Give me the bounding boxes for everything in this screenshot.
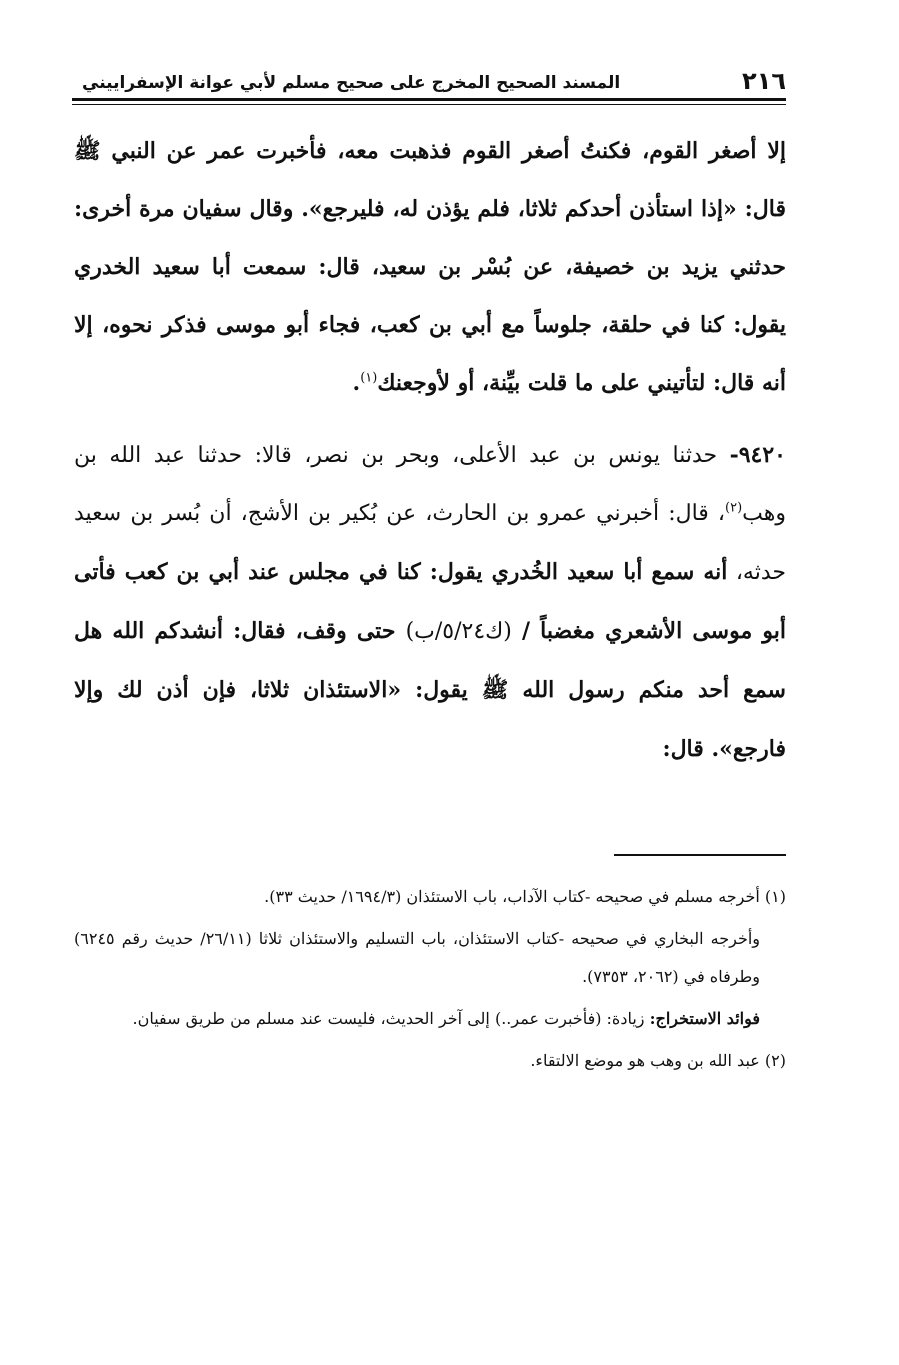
footnote-ref-2: (٢) xyxy=(725,500,743,516)
isnad-text-a: حدثنا يونس بن عبد الأعلى، وبحر بن نصر، قالا: حدثنا عبد الله بن وهب xyxy=(74,443,786,526)
footnote-1: (١) أخرجه مسلم في صحيحه -كتاب الآداب، باب الاستئذان (١٦٩٤/٣/ حديث ٣٣). xyxy=(264,887,786,906)
hadith-number: ٩٤٢٠- xyxy=(729,442,786,468)
matn-text-a: أنه سمع أبا سعيد الخُدري يقول: كنا في مجلس عند أبي بن كعب فأتى أبو موسى الأشعري مغضباً / xyxy=(74,559,787,644)
header-rule-thin xyxy=(72,104,786,105)
footnote-1-bukhari: وأخرجه البخاري في صحيحه -كتاب الاستئذان، باب التسليم والاستئذان ثلاثا (٢٦/١١/ حديث رقم ٦٢٤٥) وطرفاه في (٢٠٦٢، ٧٣٥٣). xyxy=(74,929,761,986)
paragraph-1-text: إلا أصغر القوم، فكنتُ أصغر القوم فذهبت معه، فأخبرت عمر عن النبي ﷺ قال: «إذا استأذن أحدكم ثلاثا، فلم يؤذن له، فليرجع». وقال سفيان مرة أخرى: حدثني يزيد بن خصيفة، عن بُسْر بن سعيد، قال: سمعت أبا سعيد الخدري يقول: كنا في حلقة، جلوساً مع أبي بن كعب، فجاء أبو موسى فذكر نحوه، إلا أنه قال: لتأتيني على ما قلت بيِّنة، أو لأوجعنك xyxy=(74,138,786,396)
footnote-ref-1: (١) xyxy=(360,370,378,386)
paragraph-continuation xyxy=(74,122,786,412)
paragraph-1-end: . xyxy=(352,370,361,396)
header-rule-thick xyxy=(72,98,786,101)
benefits-label: فوائد الاستخراج: xyxy=(649,1009,760,1028)
main-text xyxy=(74,122,786,779)
matn-text-b: حتى وقف، فقال: أنشدكم الله هل سمع أحد منكم رسول الله ﷺ يقول: «الاستئذان ثلاثا، فإن أذن لك وإلا فارجع». قال: xyxy=(74,618,786,762)
running-title: المسند الصحيح المخرج على صحيح مسلم لأبي عوانة الإسفراييني xyxy=(82,73,621,93)
page-header xyxy=(72,62,786,96)
footnote-separator xyxy=(614,854,786,856)
isnad-text-b: ، قال: أخبرني عمرو بن الحارث، عن بُكير بن الأشج، أن بُسر بن سعيد حدثه، xyxy=(74,501,786,585)
hadith-paragraph xyxy=(74,426,786,779)
benefits-text: زيادة: (فأخبرت عمر..) إلى آخر الحديث، فليست عند مسلم من طريق سفيان. xyxy=(132,1009,650,1028)
footnotes xyxy=(74,878,786,1084)
page-number: ٢١٦ xyxy=(742,67,786,95)
footnote-2: (٢) عبد الله بن وهب هو موضع الالتقاء. xyxy=(530,1051,786,1070)
manuscript-ref: (ك٥/٢٤/ب) xyxy=(405,619,512,644)
footnote-1-benefits xyxy=(74,1000,786,1038)
